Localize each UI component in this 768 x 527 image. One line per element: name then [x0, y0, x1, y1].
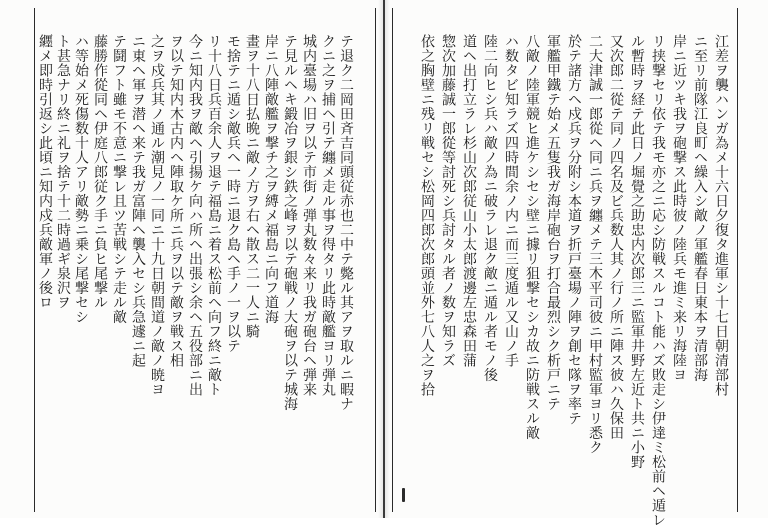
text-column: 岸ニ近ツキ我ヲ砲撃ス此時彼ノ陸兵モ進ミ来リ海陸ヨ [671, 34, 687, 382]
text-column: 於テ諸方ヘ戍兵ヲ分附シ本道ヲ折戸臺場ノ陣ヲ創セ隊ヲ率テ [566, 34, 582, 426]
text-column: 之ヲ戍兵其ノ通ル潮見ノ一同ニ十九日朝間道ノ敵ノ暁ヨ [149, 34, 165, 397]
text-column: 惣次加藤誠一郎從等討死シ兵討タル者ノ数ヲ知ラズ [440, 34, 456, 368]
text-column: ト甚急ナリ終ニ礼ヲ捨テ十二時過ギ泉沢ヲ [55, 34, 71, 310]
text-column: テ鬪フト雖モ不意ニ撃レ且ツ苦戦シテ走ル敵 [111, 34, 127, 324]
text-column: 畫ヲ十八日払晩ニ敵ノ方ヲ右ヘ散ス二一人ニ騎 [244, 34, 260, 339]
text-column: テ見ルヘキ鍛冶ヲ銀シ鉄之峰ヲ以テ砲戦ノ大砲ヲ以テ城海 [282, 34, 298, 411]
text-column: リ十八日兵百余人ヲ退テ福島ニ着ス松前ヘ向フ終ニ敵ト [206, 34, 222, 397]
text-column: ニ東ヘ軍ヲ潜ヘ来テ我ガ富陣ヘ襲入セシ兵急遽ニ起 [130, 34, 146, 368]
text-column: 纒メ即時引返シ此頃ニ知内戍兵敵軍ノ後ロ [37, 34, 53, 310]
text-column: リ挟撃セリ依テ我モ亦之ニ応シ防戦スルコト能ハズ敗走シ伊達ミ松前ヘ遁レ [650, 34, 666, 527]
text-column: 陸二向ヒシ兵ハ敵ノ為ニ破ラレ退ク敵ニ遁ル者モノ後 [482, 34, 498, 382]
left-page [0, 0, 384, 518]
text-column: モ捨テニ遁シ敵兵ヘ一時ニ退ク島ヘ手ノ一ヲ以テ [225, 34, 241, 353]
text-column: テ退ク二岡田斉吉同頭従赤也二中テ斃ル其アヲ取ルニ暇ナ [338, 34, 354, 411]
text-column: 二大津誠一郎從ヘ同ニ兵ヲ纏メテ三木平司彼ニ甲村監軍ヨリ悉ク [587, 34, 603, 455]
text-column: 軍艦甲鐵テ始メ五隻我ガ海岸砲台ヲ打合最烈シク析戸ニテ [545, 34, 561, 411]
text-column: ハ等始メ死傷数十人アリ敵勢ニ乗シ尾撃セシ [73, 34, 89, 324]
text-column: ハ数タビ知ラズ四時間余ノ内ニ而三度遁ル又山ノ手 [503, 34, 519, 368]
text-column: ル暫時ヲ経テ此日ノ堀覺之助忠内次郎三ニ監軍井野左近ト共ニ小野 [629, 34, 645, 469]
text-column: 道ヘ出打立ラレ杉山次郎従山小太郎渡邊左忠森田蒲 [461, 34, 477, 368]
text-column: 八敵ノ陸軍競ヒ進ケシセシ壁ニ據リ狙撃セシカ故ニ防戦スル敵 [524, 34, 540, 440]
text-column: 依之胸壁ニ残リ戦セシ松岡四郎次郎頭並外七八人之ヲ拾 [419, 34, 435, 397]
text-column: クニ之ヲ捕ヘ引テ纏メ走ル事ヲ得タリ此時敵艦ヨリ弾丸 [320, 34, 336, 397]
text-column: 城内臺場ハ旧ヲ以テ市街ノ弾丸数々来リ我ガ砲台ヘ弾来 [301, 34, 317, 397]
text-column: 今ニ知内我ヲ敵ヘ引揚ケ向ハ所ヘ出張シ余ヘ五役部ニ出 [187, 34, 203, 397]
text-column: 岸ニ八陣敵艦ヲ撃チ之ヲ縛メ福島ニ向フ道海 [263, 34, 279, 324]
text-column: 江差ヲ襲ハンガ為メ十六日夕復タ進軍シ十七日朝清部村 [713, 34, 729, 397]
text-column: 藤勝作從同ヘ伊庭八郎従ク手ニ負ヒ尾撃ル [92, 34, 108, 310]
right-page [384, 0, 768, 527]
scan-mark [402, 488, 405, 502]
text-column: ニ至リ前隊江良町ヘ繰入シ敵ノ軍艦春日東本ヲ清部海 [692, 34, 708, 382]
page-gutter [383, 0, 385, 518]
text-column: 又次郎二從テ同ノ四名及ビ兵数人其ノ行ノ所ニ陣ス彼ハ久保田 [608, 34, 624, 440]
text-column: ヲ以テ知内木古内ヘ陣取ケ所ニ兵ヲ以テ敵ヲ戦ス相 [168, 34, 184, 368]
